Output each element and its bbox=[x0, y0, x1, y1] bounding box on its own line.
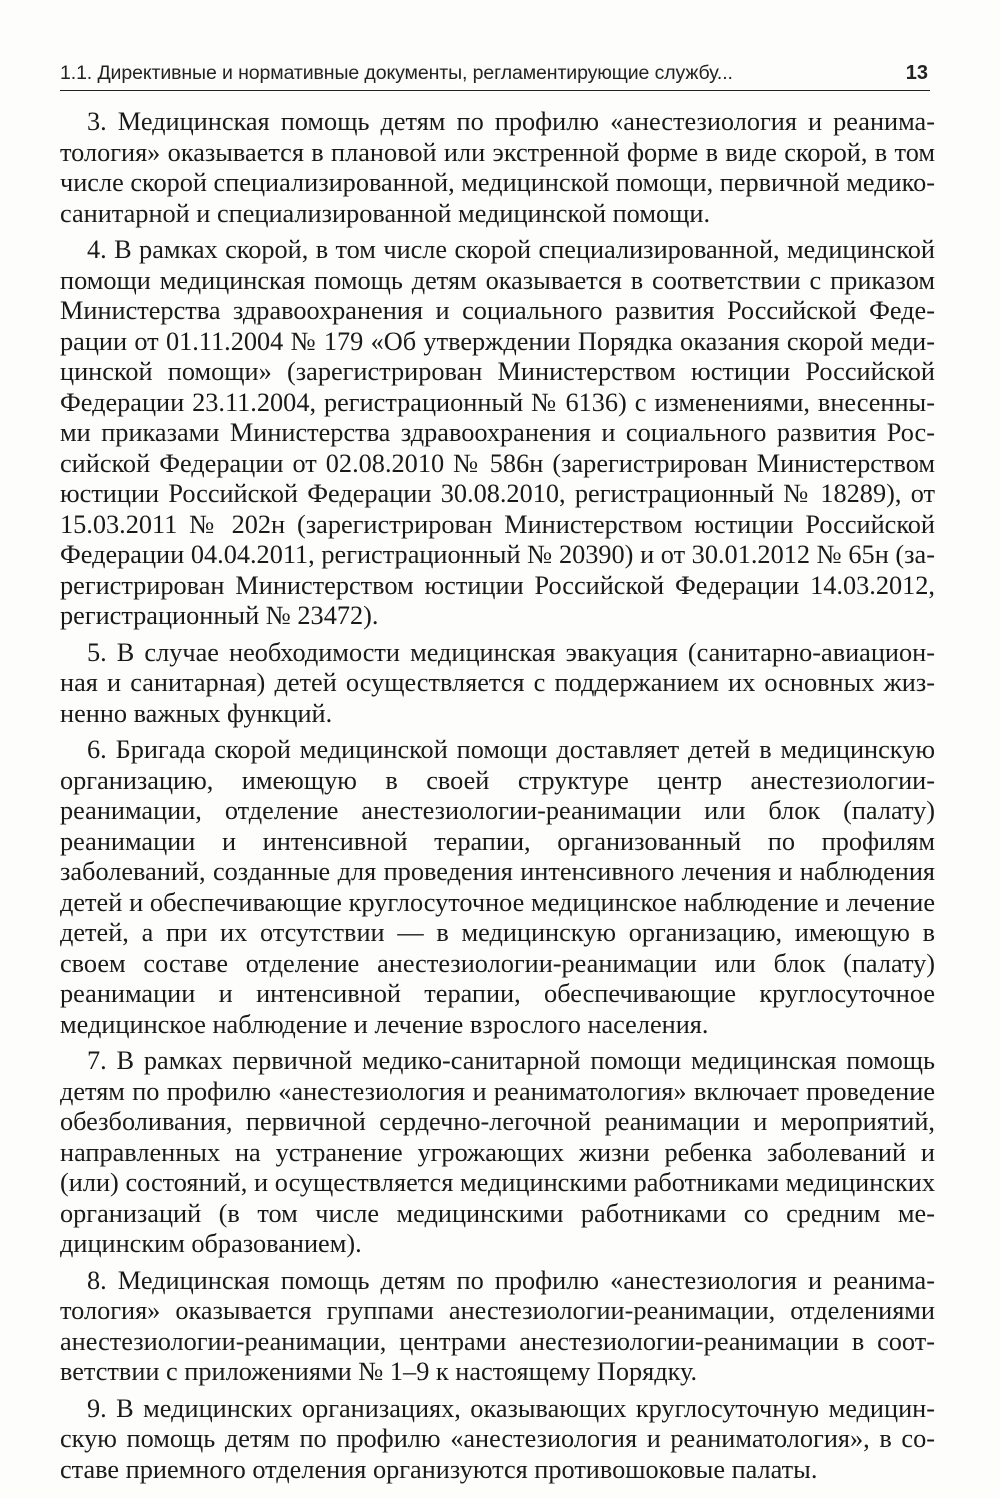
paragraph-4: 4. В рамках скорой, в том числе скорой специализированной, медицинской помощи медицинская помощь детям оказывается в соответствии с приказом Министерства здравоохранения и социального развития Российской Федерации от 01.11.2004 № 179 «Об утверждении Порядка оказания скорой медицинской помощи» (зарегистрирован Министерством юстиции Российской Федерации 23.11.2004, регистрационный № 6136) с изменениями, внесенными приказами Министерства здравоохранения и социального развития Российской Федерации от 02.08.2010 № 586н (зарегистрирован Министерством юстиции Российской Федерации 30.08.2010, регистрационный № 18289), от 15.03.2011 № 202н (зарегистрирован Министерством юстиции Российской Федерации 04.04.2011, регистрационный № 20390) и от 30.01.2012 № 65н (зарегистрирован Министерством юстиции Российской Федерации 14.03.2012, регистрационный № 23472). bbox=[60, 235, 935, 630]
paragraph-5: 5. В случае необходимости медицинская эвакуация (санитарно-авиационная и санитарная) детей осуществляется с поддержанием их основных жизненно важных функций. bbox=[60, 637, 935, 728]
running-title: 1.1. Директивные и нормативные документы, регламентирующие службу... bbox=[60, 62, 733, 84]
paragraph-7: 7. В рамках первичной медико-санитарной помощи медицинская помощь детям по профилю «анестезиология и реаниматология» включает проведение обезболивания, первичной сердечно-легочной реанимации и мероприятий, направленных на устранение угрожающих жизни ребенка заболеваний и (или) состояний, и осуществляется медицинскими работниками медицинских организаций (в том числе медицинскими работниками со средним медицинским образованием). bbox=[60, 1046, 935, 1258]
paragraph-8: 8. Медицинская помощь детям по профилю «анестезиология и реаниматология» оказывается группами анестезиологии-реанимации, отделениями анестезиологии-реанимации, центрами анестезиологии-реанимации в соответствии с приложениями № 1–9 к настоящему Порядку. bbox=[60, 1265, 935, 1386]
paragraph-9: 9. В медицинских организациях, оказывающих круглосуточную медицинскую помощь детям по профилю «анестезиология и реаниматология», в составе приемного отделения организуются противошоковые палаты. bbox=[60, 1393, 935, 1484]
running-head bbox=[60, 60, 930, 91]
body-text bbox=[60, 107, 935, 1491]
page-number: 13 bbox=[905, 62, 928, 84]
paragraph-6: 6. Бригада скорой медицинской помощи доставляет детей в медицинскую организацию, имеющую в своей структуре центр анестезиологии-реанимации, отделение анестезиологии-реанимации или блок (палату) реанимации и интенсивной терапии, организованный по профилям заболеваний, созданные для проведения интенсивного лечения и наблюдения детей и обеспечивающие круглосуточное медицинское наблюдение и лечение детей, а при их отсутствии — в медицинскую организацию, имеющую в своем составе отделение анестезиологии-реанимации или блок (палату) реанимации и интенсивной терапии, обеспечивающие круглосуточное медицинское наблюдение и лечение взрослого населения. bbox=[60, 735, 935, 1039]
paragraph-3: 3. Медицинская помощь детям по профилю «анестезиология и реаниматология» оказывается в плановой или экстренной форме в виде скорой, в том числе скорой специализированной, медицинской помощи, первичной медико-санитарной и специализированной медицинской помощи. bbox=[60, 107, 935, 228]
